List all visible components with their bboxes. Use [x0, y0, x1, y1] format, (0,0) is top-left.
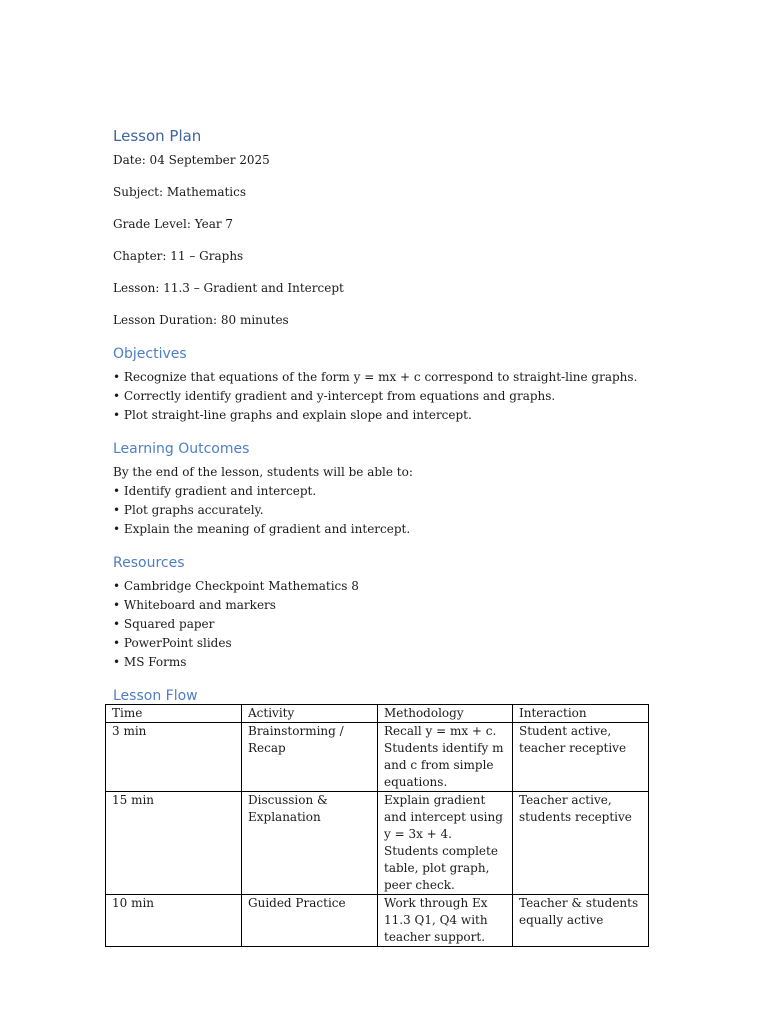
list-item: • Whiteboard and markers [113, 596, 653, 615]
table-cell: 10 min [106, 895, 242, 947]
meta-duration: Lesson Duration: 80 minutes [113, 313, 289, 327]
table-row [106, 895, 649, 947]
page-title: Lesson Plan [113, 127, 202, 145]
objectives-heading: Objectives [113, 346, 187, 362]
table-header-row [106, 705, 649, 723]
column-header-interaction: Interaction [513, 705, 649, 723]
table-cell: 15 min [106, 792, 242, 895]
table-cell: Recall y = mx + c. Students identify m and c from simple equations. [378, 723, 513, 792]
table-cell: Guided Practice [242, 895, 378, 947]
lesson-flow-table [105, 704, 649, 947]
list-item: • Plot graphs accurately. [113, 501, 653, 520]
resources-list [113, 577, 653, 672]
column-header-time: Time [106, 705, 242, 723]
list-item: • Explain the meaning of gradient and intercept. [113, 520, 653, 539]
table-cell: Brainstorming / Recap [242, 723, 378, 792]
learning-outcomes-heading: Learning Outcomes [113, 441, 250, 457]
document-body [113, 126, 653, 710]
list-item: • Squared paper [113, 615, 653, 634]
meta-chapter: Chapter: 11 – Graphs [113, 249, 244, 263]
list-item: • Plot straight-line graphs and explain slope and intercept. [113, 406, 653, 425]
objectives-list [113, 368, 653, 425]
lesson-flow-heading: Lesson Flow [113, 688, 198, 704]
learning-outcomes-intro: By the end of the lesson, students will be able to: [113, 465, 413, 479]
meta-date: Date: 04 September 2025 [113, 153, 270, 167]
meta-subject: Subject: Mathematics [113, 185, 247, 199]
table-cell: Teacher active, students receptive [513, 792, 649, 895]
table-cell: Student active, teacher receptive [513, 723, 649, 792]
resources-heading: Resources [113, 555, 185, 571]
list-item: • MS Forms [113, 653, 653, 672]
column-header-activity: Activity [242, 705, 378, 723]
list-item: • Identify gradient and intercept. [113, 482, 653, 501]
list-item: • Cambridge Checkpoint Mathematics 8 [113, 577, 653, 596]
table-cell: Teacher & students equally active [513, 895, 649, 947]
table-cell: Work through Ex 11.3 Q1, Q4 with teacher support. [378, 895, 513, 947]
table-cell: Explain gradient and intercept using y = 3x + 4. Students complete table, plot graph, peer check. [378, 792, 513, 895]
lesson-metadata [113, 151, 653, 330]
list-item: • Recognize that equations of the form y = mx + c correspond to straight-line graphs. [113, 368, 653, 387]
column-header-methodology: Methodology [378, 705, 513, 723]
meta-grade-level: Grade Level: Year 7 [113, 217, 234, 231]
table-row [106, 723, 649, 792]
table-row [106, 792, 649, 895]
list-item: • PowerPoint slides [113, 634, 653, 653]
meta-lesson: Lesson: 11.3 – Gradient and Intercept [113, 281, 344, 295]
table-cell: 3 min [106, 723, 242, 792]
list-item: • Correctly identify gradient and y-intercept from equations and graphs. [113, 387, 653, 406]
learning-outcomes-list [113, 482, 653, 539]
table-cell: Discussion & Explanation [242, 792, 378, 895]
